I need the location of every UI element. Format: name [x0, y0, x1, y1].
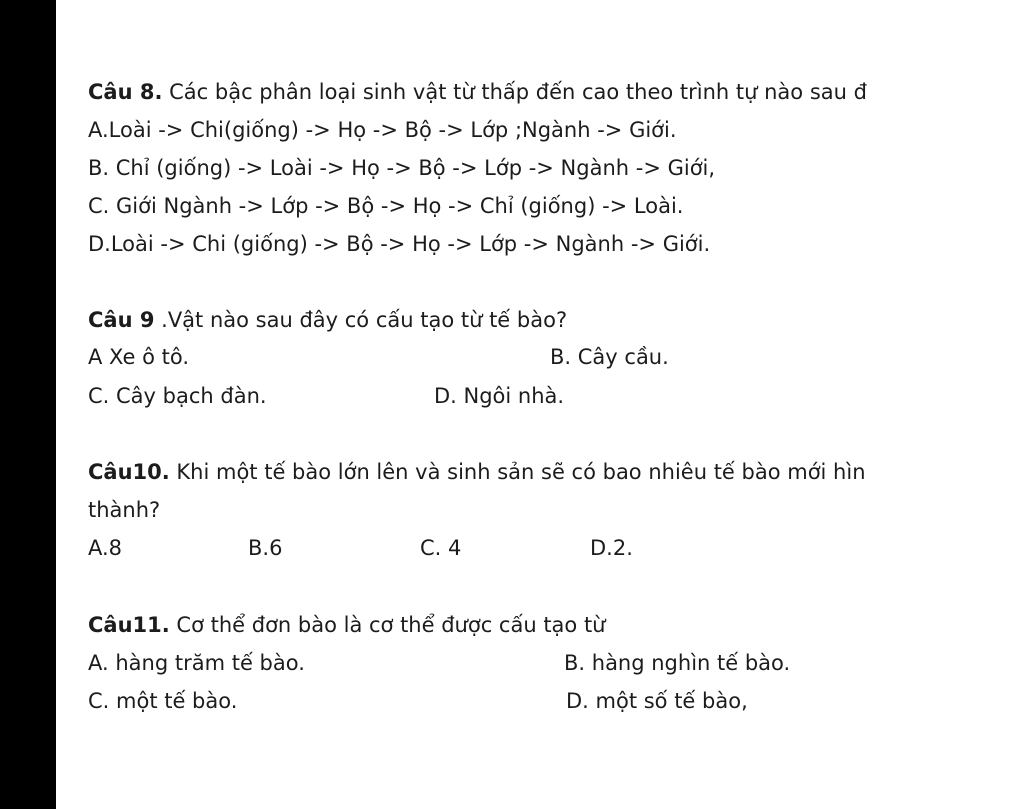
question-11-option-d: D. một số tế bào,: [566, 689, 748, 713]
question-9: [88, 306, 567, 334]
question-9-option-a: A Xe ô tô.: [88, 345, 189, 369]
question-11-option-a: A. hàng trăm tế bào.: [88, 651, 305, 675]
question-10: [88, 458, 866, 486]
question-9-option-b: B. Cây cầu.: [550, 345, 669, 369]
question-11-label: Câu11.: [88, 613, 170, 637]
question-10-text-continued: thành?: [88, 498, 161, 522]
question-8-option-c: C. Giới Ngành -> Lớp -> Bộ -> Họ -> Chỉ (giống) -> Loài.: [88, 194, 684, 218]
question-10-option-b: B.6: [248, 536, 283, 560]
question-11: [88, 611, 605, 639]
question-8-label: Câu 8.: [88, 80, 163, 104]
question-10-text: Khi một tế bào lớn lên và sinh sản sẽ có bao nhiêu tế bào mới hìn: [169, 460, 866, 484]
question-11-option-b: B. hàng nghìn tế bào.: [564, 651, 791, 675]
question-11-option-c: C. một tế bào.: [88, 689, 238, 713]
question-10-option-c: C. 4: [420, 536, 462, 560]
question-9-label: Câu 9: [88, 308, 155, 332]
question-10-option-d: D.2.: [590, 536, 633, 560]
question-10-label: Câu10.: [88, 460, 170, 484]
question-8: [88, 78, 867, 106]
question-9-option-c: C. Cây bạch đàn.: [88, 384, 267, 408]
question-11-text: Cơ thể đơn bào là cơ thể được cấu tạo từ: [169, 613, 606, 637]
left-black-border: [0, 0, 56, 809]
question-9-option-d: D. Ngôi nhà.: [434, 384, 565, 408]
question-9-text: .Vật nào sau đây có cấu tạo từ tế bào?: [154, 308, 568, 332]
question-8-text: Các bậc phân loại sinh vật từ thấp đến cao theo trình tự nào sau đ: [162, 80, 867, 104]
question-8-option-b: B. Chỉ (giống) -> Loài -> Họ -> Bộ -> Lớp -> Ngành -> Giới,: [88, 156, 716, 180]
document-page: [56, 0, 1024, 809]
question-10-option-a: A.8: [88, 536, 123, 560]
question-8-option-d: D.Loài -> Chi (giống) -> Bộ -> Họ -> Lớp -> Ngành -> Giới.: [88, 232, 711, 256]
question-8-option-a: A.Loài -> Chi(giống) -> Họ -> Bộ -> Lớp ;Ngành -> Giới.: [88, 118, 677, 142]
